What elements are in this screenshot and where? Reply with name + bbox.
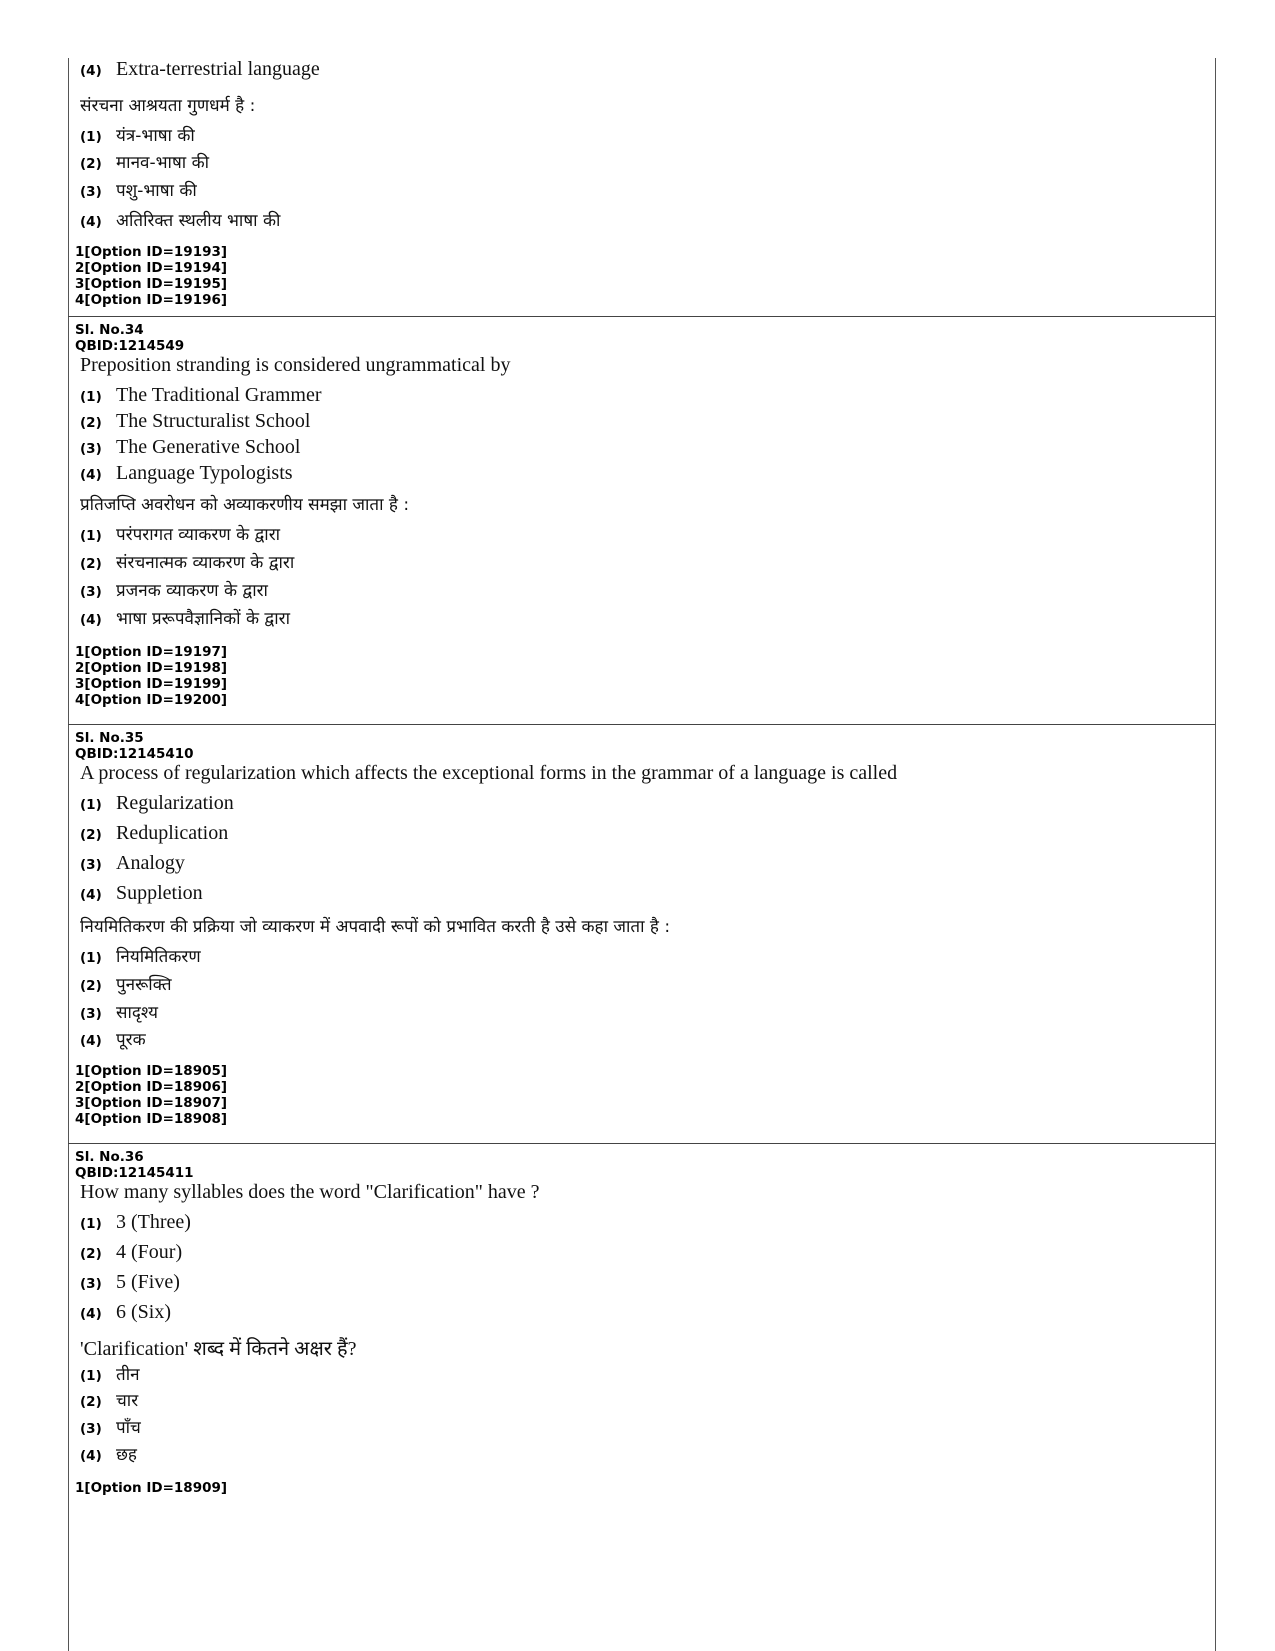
option-id: 2[Option ID=19194] bbox=[75, 260, 228, 276]
option-number: (1) bbox=[80, 129, 102, 145]
option-number: (3) bbox=[80, 1276, 102, 1292]
question-35-section bbox=[68, 728, 1215, 1127]
q34-en-question: Preposition stranding is considered ungrammatical by bbox=[80, 354, 511, 376]
q35-en-question: A process of regularization which affects the exceptional forms in the grammar of a language is called bbox=[80, 762, 898, 784]
option-text: 3 (Three) bbox=[116, 1211, 191, 1233]
option-number: (1) bbox=[80, 1368, 102, 1384]
option-text: Suppletion bbox=[116, 882, 203, 904]
option-number: (3) bbox=[80, 857, 102, 873]
q35-en-option-2 bbox=[68, 822, 1215, 852]
option-text: सादृश्य bbox=[116, 1003, 159, 1023]
option-text: 6 (Six) bbox=[116, 1301, 171, 1323]
option-number: (3) bbox=[80, 1006, 102, 1022]
option-text: Regularization bbox=[116, 792, 234, 814]
option-number: (2) bbox=[80, 1246, 102, 1262]
option-number: (4) bbox=[80, 1033, 102, 1049]
option-number: (3) bbox=[80, 441, 102, 457]
option-text: चार bbox=[116, 1391, 139, 1411]
option-id: 3[Option ID=19195] bbox=[75, 276, 228, 292]
option-number: (2) bbox=[80, 1394, 102, 1410]
q35-hi-option-4 bbox=[68, 1027, 1215, 1063]
option-number: (2) bbox=[80, 827, 102, 843]
option-id: 2[Option ID=19198] bbox=[75, 660, 228, 676]
option-text: मानव-भाषा की bbox=[116, 153, 210, 173]
option-text: पूरक bbox=[116, 1030, 146, 1050]
q36-en-option-1 bbox=[68, 1211, 1215, 1241]
option-number: (1) bbox=[80, 1216, 102, 1232]
question-34-section bbox=[68, 320, 1215, 708]
option-text: पशु-भाषा की bbox=[116, 181, 197, 201]
option-number: (4) bbox=[80, 1448, 102, 1464]
q35-hi-option-3 bbox=[68, 1000, 1215, 1027]
q36-hi-option-2 bbox=[68, 1388, 1215, 1415]
option-number: (4) bbox=[80, 214, 102, 230]
option-id: 4[Option ID=18908] bbox=[75, 1111, 228, 1127]
q35-en-option-1 bbox=[68, 792, 1215, 822]
option-text: यंत्र-भाषा की bbox=[116, 126, 195, 146]
option-text: भाषा प्ररूपवैज्ञानिकों के द्वारा bbox=[116, 609, 290, 629]
q33-hi-question: संरचना आश्रयता गुणधर्म है : bbox=[80, 96, 256, 116]
q34-hi-option-4 bbox=[68, 606, 1215, 644]
q35-hi-option-2 bbox=[68, 972, 1215, 1000]
option-number: (2) bbox=[80, 415, 102, 431]
q36-serial-number: Sl. No.36 bbox=[75, 1149, 144, 1165]
option-id: 1[Option ID=19193] bbox=[75, 244, 228, 260]
section-divider bbox=[68, 1143, 1215, 1144]
q35-hi-question: नियमितिकरण की प्रक्रिया जो व्याकरण में अपवादी रूपों को प्रभावित करती है उसे कहा जाता है : bbox=[80, 917, 671, 937]
option-text: छह bbox=[116, 1445, 137, 1465]
option-number: (4) bbox=[80, 612, 102, 628]
option-text: The Generative School bbox=[116, 436, 301, 458]
q33-hi-option-1 bbox=[68, 123, 1215, 150]
q34-en-option-2 bbox=[68, 410, 1215, 436]
q35-serial-number: Sl. No.35 bbox=[75, 730, 144, 746]
option-id: 3[Option ID=18907] bbox=[75, 1095, 228, 1111]
option-text: प्रजनक व्याकरण के द्वारा bbox=[116, 581, 268, 601]
option-id: 1[Option ID=18905] bbox=[75, 1063, 228, 1079]
option-text: Language Typologists bbox=[116, 462, 293, 484]
option-text: Analogy bbox=[116, 852, 185, 874]
option-text: परंपरागत व्याकरण के द्वारा bbox=[116, 525, 281, 545]
option-id: 2[Option ID=18906] bbox=[75, 1079, 228, 1095]
option-number: (3) bbox=[80, 184, 102, 200]
option-id: 1[Option ID=18909] bbox=[75, 1480, 228, 1496]
q36-hi-option-3 bbox=[68, 1415, 1215, 1442]
question-36-section bbox=[68, 1147, 1215, 1496]
q33-option-ids bbox=[68, 244, 1215, 308]
q34-en-option-4 bbox=[68, 462, 1215, 492]
q33-en-option-4 bbox=[68, 58, 1215, 88]
option-number: (1) bbox=[80, 950, 102, 966]
question-33-section bbox=[68, 58, 1215, 308]
q36-hi-option-4 bbox=[68, 1442, 1215, 1480]
section-divider bbox=[68, 724, 1215, 725]
q36-option-ids bbox=[68, 1480, 1215, 1496]
q34-hi-question: प्रतिजप्ति अवरोधन को अव्याकरणीय समझा जाता है : bbox=[80, 495, 410, 515]
option-text: 4 (Four) bbox=[116, 1241, 183, 1263]
option-number: (4) bbox=[80, 887, 102, 903]
q34-option-ids bbox=[68, 644, 1215, 708]
q34-qbid: QBID:1214549 bbox=[75, 338, 185, 354]
option-id: 3[Option ID=19199] bbox=[75, 676, 228, 692]
option-text: संरचनात्मक व्याकरण के द्वारा bbox=[116, 553, 295, 573]
option-text: अतिरिक्त स्थलीय भाषा की bbox=[116, 211, 281, 231]
option-text: तीन bbox=[116, 1365, 140, 1385]
q33-hi-option-4 bbox=[68, 208, 1215, 244]
option-text: The Traditional Grammer bbox=[116, 384, 322, 406]
q34-en-option-3 bbox=[68, 436, 1215, 462]
option-number: (3) bbox=[80, 584, 102, 600]
option-text: 5 (Five) bbox=[116, 1271, 180, 1293]
option-id: 4[Option ID=19200] bbox=[75, 692, 228, 708]
option-text: पाँच bbox=[116, 1418, 141, 1438]
q36-qbid: QBID:12145411 bbox=[75, 1165, 194, 1181]
q36-en-option-4 bbox=[68, 1301, 1215, 1334]
option-text: The Structuralist School bbox=[116, 410, 311, 432]
q35-qbid: QBID:12145410 bbox=[75, 746, 194, 762]
q33-hi-option-2 bbox=[68, 150, 1215, 178]
q36-en-question: How many syllables does the word "Clarification" have ? bbox=[80, 1181, 540, 1203]
q35-en-option-4 bbox=[68, 882, 1215, 914]
option-text: नियमितिकरण bbox=[116, 947, 201, 967]
q35-option-ids bbox=[68, 1063, 1215, 1127]
q36-en-option-3 bbox=[68, 1271, 1215, 1301]
section-divider bbox=[68, 316, 1215, 317]
q35-hi-option-1 bbox=[68, 944, 1215, 972]
option-id: 4[Option ID=19196] bbox=[75, 292, 228, 308]
q34-en-option-1 bbox=[68, 384, 1215, 410]
q34-hi-option-3 bbox=[68, 578, 1215, 606]
option-number: (1) bbox=[80, 389, 102, 405]
q33-hi-option-3 bbox=[68, 178, 1215, 208]
option-number: (4) bbox=[80, 1306, 102, 1322]
option-number: (3) bbox=[80, 1421, 102, 1437]
option-number: (4) bbox=[80, 467, 102, 483]
option-text: Reduplication bbox=[116, 822, 229, 844]
q36-hi-option-1 bbox=[68, 1362, 1215, 1388]
option-number: (2) bbox=[80, 156, 102, 172]
option-id: 1[Option ID=19197] bbox=[75, 644, 228, 660]
q36-hi-question: 'Clarification' शब्द में कितने अक्षर हैं? bbox=[80, 1338, 357, 1360]
option-text: पुनरूक्ति bbox=[116, 975, 172, 995]
q34-hi-option-1 bbox=[68, 522, 1215, 550]
q35-en-option-3 bbox=[68, 852, 1215, 882]
q34-hi-option-2 bbox=[68, 550, 1215, 578]
option-number: (4) bbox=[80, 63, 102, 79]
option-number: (2) bbox=[80, 556, 102, 572]
option-number: (2) bbox=[80, 978, 102, 994]
option-number: (1) bbox=[80, 528, 102, 544]
q36-en-option-2 bbox=[68, 1241, 1215, 1271]
option-number: (1) bbox=[80, 797, 102, 813]
q34-serial-number: Sl. No.34 bbox=[75, 322, 144, 338]
option-text: Extra-terrestrial language bbox=[116, 58, 320, 80]
